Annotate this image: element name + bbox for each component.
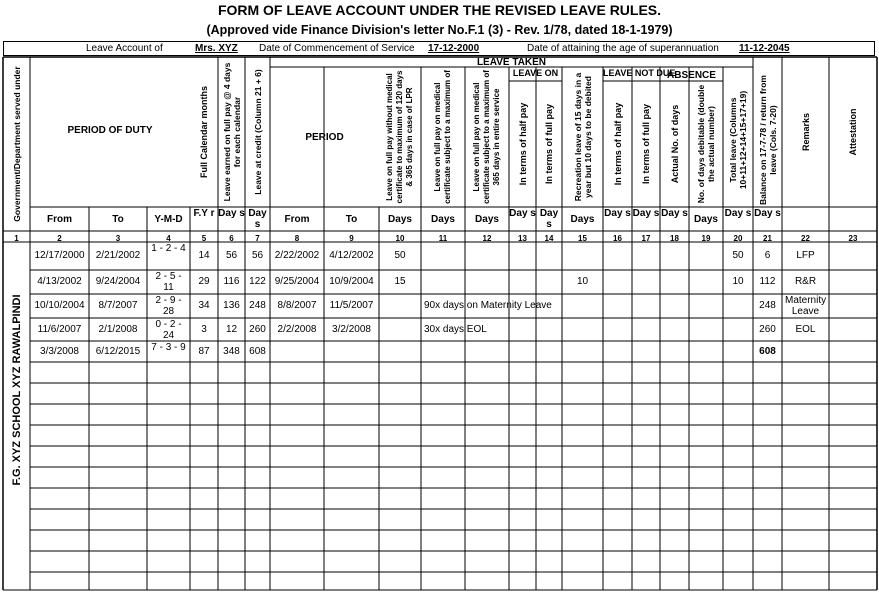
row-2-remarks: Maternity Leave	[785, 295, 827, 317]
col18-header: Actual No. of days	[669, 104, 680, 184]
row-1-remarks: R&R	[794, 276, 817, 287]
leave-on-header: LEAVE ON	[512, 68, 559, 78]
row-3-c21: 260	[759, 324, 776, 335]
subheader-cell: Day s	[604, 208, 631, 219]
row-4-months: 87	[198, 346, 210, 357]
subheader-cell: Days	[475, 214, 499, 225]
col13-header: In terms of half pay	[517, 102, 528, 186]
column-number: 3	[115, 234, 121, 243]
row-0-to: 2/21/2002	[95, 250, 141, 261]
row-4-earned: 348	[223, 346, 240, 357]
row-3-pfrom: 2/2/2008	[277, 324, 317, 335]
column-number: 19	[701, 234, 711, 243]
row-2-earned: 136	[223, 300, 240, 311]
row-3-remarks: EOL	[795, 324, 816, 335]
leave-not-due-header: LEAVE NOT DUE	[603, 68, 676, 78]
column-number: 8	[294, 234, 300, 243]
subheader-cell: Day s	[248, 208, 267, 230]
column-number: 9	[349, 234, 354, 243]
col19-header: No. of days debitable (double the actual number)	[696, 84, 716, 204]
col17-header: In terms of full pay	[641, 104, 651, 185]
row-2-pfrom: 8/8/2007	[277, 300, 317, 311]
row-3-pto: 3/2/2008	[332, 324, 371, 335]
col10-header: Leave on full pay without medical certificate to maximum of 120 days & 365 days in case of LPR	[385, 70, 414, 204]
subheader-cell: Days	[694, 214, 718, 225]
column-number: 18	[670, 234, 679, 243]
row-0-credit: 56	[251, 250, 264, 261]
row-1-c15: 10	[576, 276, 589, 287]
row-1-c10: 15	[394, 276, 406, 287]
commencement-date: 17-12-2000	[428, 43, 480, 54]
column-number: 12	[482, 234, 492, 243]
subheader-cell: From	[284, 214, 310, 225]
period-header: PERIOD	[305, 132, 344, 143]
subheader-cell: Day s	[509, 208, 536, 219]
subheader-cell: Day s	[724, 208, 752, 219]
column-number: 7	[255, 234, 260, 243]
column-number: 4	[166, 234, 171, 243]
row-3-note: 30x days EOL	[424, 324, 487, 335]
row-2-months: 34	[198, 300, 210, 311]
subheader-cell: To	[112, 214, 124, 225]
subheader-cell: Day s	[661, 208, 688, 219]
subheader-cell: Y-M-D	[154, 214, 183, 225]
row-1-ymd: 2 - 5 - 11	[155, 271, 182, 293]
subheader-cell: Day s	[218, 208, 245, 219]
commencement-label: Date of Commencement of Service	[259, 43, 415, 54]
col21-header: Balance on 17-7-78 / return from leave (Cols. 7-20)	[757, 75, 778, 205]
subheader-cell: Day s	[539, 208, 559, 230]
row-2-from: 10/10/2004	[34, 300, 85, 311]
row-2-note: 90x days on Maternity Leave	[424, 300, 552, 311]
row-3-from: 11/6/2007	[37, 324, 82, 335]
col12-header: Leave on full pay on medical certificate subject to a maximum of 365 days in entire service	[472, 70, 501, 204]
absence-header: ABSENCE	[667, 70, 716, 81]
form-subtitle: (Approved vide Finance Division's letter No.F.1 (3) - Rev. 1/78, dated 18-1-1979)	[206, 23, 673, 37]
row-1-c20: 10	[732, 276, 744, 287]
row-3-months: 3	[201, 324, 207, 335]
govt-dept-header: Government/Department served under	[11, 66, 22, 222]
column-number: 1	[14, 234, 19, 243]
row-1-earned: 116	[223, 276, 240, 287]
row-0-remarks: LFP	[796, 250, 815, 261]
full-months-header: Full Calendar months	[199, 86, 209, 179]
column-number: 15	[578, 234, 587, 243]
row-1-pfrom: 9/25/2004	[274, 276, 320, 287]
column-number: 20	[733, 234, 743, 243]
row-2-c21: 248	[759, 300, 776, 311]
row-2-pto: 11/5/2007	[329, 300, 374, 311]
superannuation-date: 11-12-2045	[739, 43, 790, 54]
row-4-to: 6/12/2015	[95, 346, 141, 357]
row-1-credit: 122	[249, 276, 266, 287]
row-1-c21: 112	[759, 276, 776, 287]
column-number: 5	[201, 234, 207, 243]
column-number: 6	[229, 234, 234, 243]
attestation-header: Attestation	[848, 108, 858, 156]
row-0-c21: 6	[764, 250, 771, 261]
row-1-to: 9/24/2004	[95, 276, 141, 287]
row-1-months: 29	[198, 276, 210, 287]
row-0-from: 12/17/2000	[34, 250, 85, 261]
row-0-pfrom: 2/22/2002	[274, 250, 320, 261]
row-0-c20: 50	[732, 250, 744, 261]
col14-header: In terms of full pay	[544, 104, 554, 185]
row-0-c10: 50	[394, 250, 406, 261]
subheader-cell: Day s	[632, 208, 660, 219]
column-number: 21	[763, 234, 772, 243]
column-number: 11	[438, 234, 448, 243]
subheader-cell: Days	[431, 214, 455, 225]
subheader-cell: From	[47, 214, 72, 225]
leave-account-label: Leave Account of	[86, 43, 163, 54]
remarks-header: Remarks	[800, 112, 811, 152]
form-title: FORM OF LEAVE ACCOUNT UNDER THE REVISED LEAVE RULES.	[217, 2, 662, 18]
leave-earned-header: Leave earned on full pay @ 4 days for each calendar	[221, 62, 242, 202]
superannuation-label: Date of attaining the age of superannuation	[527, 43, 719, 54]
row-0-pto: 4/12/2002	[329, 250, 374, 261]
column-number: 22	[801, 234, 810, 243]
subheader-cell: Days	[388, 214, 412, 225]
column-number: 17	[641, 234, 651, 243]
col11-header: Leave on full pay on medical certificate subject to a maximum of	[433, 70, 452, 204]
subheader-cell: F.Y r	[193, 208, 215, 219]
row-2-ymd: 2 - 9 - 28	[155, 295, 182, 317]
row-0-months: 14	[198, 250, 210, 261]
column-number: 23	[848, 234, 858, 243]
row-3-ymd: 0 - 2 - 24	[155, 319, 182, 341]
subheader-cell: Day s	[754, 208, 781, 219]
leave-credit-header: Leave at credit (Column 21 + 6)	[252, 69, 263, 195]
row-0-earned: 56	[225, 250, 238, 261]
subheader-cell: Days	[570, 214, 595, 225]
row-4-credit: 608	[249, 346, 266, 357]
row-3-earned: 12	[225, 324, 238, 335]
row-2-credit: 248	[249, 300, 266, 311]
subheader-cell: To	[345, 214, 358, 225]
column-number: 16	[613, 234, 622, 243]
column-number: 14	[544, 234, 554, 243]
row-1-from: 4/13/2002	[37, 276, 82, 287]
leave-taken-header: LEAVE TAKEN	[476, 57, 547, 68]
school-name: F.G. XYZ SCHOOL XYZ RAWALPINDI	[10, 294, 23, 486]
row-0-ymd: 1 - 2 - 4	[151, 243, 186, 254]
row-4-ymd: 7 - 3 - 9	[151, 342, 186, 353]
col16-header: In terms of half pay	[612, 102, 623, 186]
column-number: 2	[57, 234, 62, 243]
row-4-c21: 608	[759, 346, 776, 357]
row-4-from: 3/3/2008	[40, 346, 79, 357]
period-of-duty-header: PERIOD OF DUTY	[67, 125, 153, 136]
employee-name: Mrs. XYZ	[195, 43, 238, 54]
col20-header: Total leave (Columns 10+11+12+14+15+17+19)	[728, 90, 748, 190]
row-3-credit: 260	[249, 324, 266, 335]
row-3-to: 2/1/2008	[98, 324, 138, 335]
row-2-to: 8/7/2007	[98, 300, 138, 311]
column-number: 10	[395, 234, 405, 243]
column-number: 13	[518, 234, 527, 243]
col15-header: Recreation leave of 15 days in a year but 10 days to be debited	[572, 72, 593, 202]
row-1-pto: 10/9/2004	[329, 276, 374, 287]
